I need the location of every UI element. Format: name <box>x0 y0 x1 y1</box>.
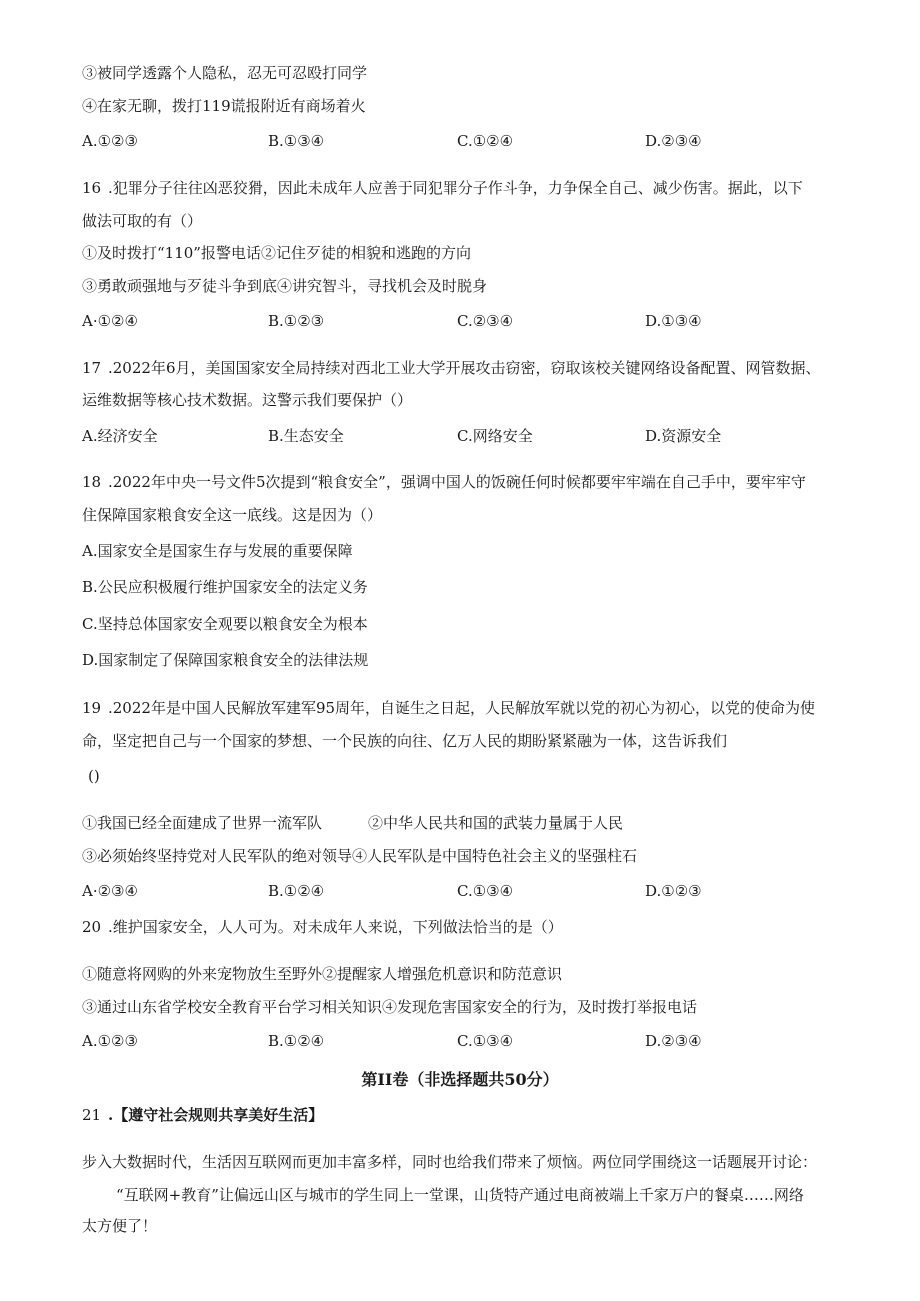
q17-option-d: D.资源安全 <box>645 427 722 445</box>
q16-option-d: D.①③④ <box>645 312 702 330</box>
q20-option-c: C.①③④ <box>457 1032 514 1050</box>
q17-option-b: B.生态安全 <box>268 427 344 445</box>
q20-option-d: D.②③④ <box>645 1032 702 1050</box>
q19-item-line-2: ③必须始终坚持党对人民军队的绝对领导④人民军队是中国特色社会主义的坚强柱石 <box>82 847 638 865</box>
q15-option-c: C.①②④ <box>457 132 514 150</box>
q16-option-c: C.②③④ <box>457 312 514 330</box>
q21-paragraph-2-line-2: 太方便了！ <box>82 1217 158 1235</box>
q16-number: 16 <box>82 179 102 197</box>
q18-number: 18 <box>82 473 102 491</box>
q19-option-c: C.①③④ <box>457 882 514 900</box>
q17-stem-line-2: 运维数据等核心技术数据。这警示我们要保护（） <box>82 391 413 409</box>
q18-stem-line-1 <box>82 472 806 492</box>
q17-stem-text: .2022年6月，美国国家安全局持续对西北工业大学开展攻击窃密，窃取该校关键网络设备配置、网管数据、 <box>108 359 821 377</box>
q17-number: 17 <box>82 359 102 377</box>
q19-stem-line-2: 命，坚定把自己与一个国家的梦想、一个民族的向往、亿万人民的期盼紧紧融为一体，这告诉我们 <box>82 732 728 750</box>
q17-option-a: A.经济安全 <box>82 427 158 445</box>
q16-item-line-2: ③勇敢顽强地与歹徒斗争到底④讲究智斗，寻找机会及时脱身 <box>82 277 488 295</box>
section-ii-title <box>0 1069 920 1091</box>
q15-item-4: ④在家无聊，拨打119谎报附近有商场着火 <box>82 97 366 115</box>
q16-option-a: A·①②④ <box>82 312 138 330</box>
q18-option-c: C.坚持总体国家安全观要以粮食安全为根本 <box>82 615 368 633</box>
q21-paragraph-2-line-1: “互联网+教育”让偏远山区与城市的学生同上一堂课，山货特产通过电商被端上千家万户的餐桌……网络 <box>116 1186 804 1204</box>
q19-stem-line-1 <box>82 698 815 718</box>
q18-stem-line-2: 住保障国家粮食安全这一底线。这是因为（） <box>82 506 383 524</box>
q19-option-a: A·②③④ <box>82 882 138 900</box>
q20-item-line-2: ③通过山东省学校安全教育平台学习相关知识④发现危害国家安全的行为，及时拨打举报电话 <box>82 998 698 1016</box>
q19-stem-paren: () <box>88 767 100 785</box>
q20-option-b: B.①②④ <box>268 1032 325 1050</box>
q16-stem-line-2: 做法可取的有（） <box>82 212 203 230</box>
q19-option-b: B.①②④ <box>268 882 325 900</box>
q21-paragraph-1: 步入大数据时代，生活因互联网而更加丰富多样，同时也给我们带来了烦恼。两位同学围绕这一话题展开讨论： <box>82 1153 818 1171</box>
q15-item-3: ③被同学透露个人隐私，忍无可忍殴打同学 <box>82 64 368 82</box>
q18-stem-text: .2022年中央一号文件5次提到“粮食安全”，强调中国人的饭碗任何时候都要牢牢端在自己手中，要牢牢守 <box>108 473 806 491</box>
q21-heading: .【遵守社会规则共享美好生活】 <box>108 1106 324 1124</box>
q16-option-b: B.①②③ <box>268 312 325 330</box>
q19-item-1: ①我国已经全面建成了世界一流军队 <box>82 814 323 832</box>
q20-stem-line-1 <box>82 917 563 937</box>
q18-option-b: B.公民应积极履行维护国家安全的法定义务 <box>82 578 368 596</box>
q15-option-a: A.①②③ <box>82 132 138 150</box>
q18-option-a: A.国家安全是国家生存与发展的重要保障 <box>82 542 353 560</box>
q21-heading-line <box>82 1105 323 1125</box>
q19-item-2: ②中华人民共和国的武装力量属于人民 <box>368 814 624 832</box>
q15-option-d: D.②③④ <box>645 132 702 150</box>
q20-stem-text: .维护国家安全，人人可为。对未成年人来说，下列做法恰当的是（） <box>108 918 563 936</box>
q20-item-line-1: ①随意将网购的外来宠物放生至野外②提醒家人增强危机意识和防范意识 <box>82 965 563 983</box>
q17-stem-line-1 <box>82 358 821 378</box>
q20-number: 20 <box>82 918 102 936</box>
q18-option-d: D.国家制定了保障国家粮食安全的法律法规 <box>82 651 369 669</box>
q16-stem-line-1 <box>82 178 803 198</box>
q21-number: 21 <box>82 1106 102 1124</box>
q19-number: 19 <box>82 699 102 717</box>
q17-option-c: C.网络安全 <box>457 427 533 445</box>
q15-option-b: B.①③④ <box>268 132 325 150</box>
q19-option-d: D.①②③ <box>645 882 702 900</box>
section-ii-title-text: 第II卷（非选择题共50分） <box>361 1070 559 1089</box>
q16-stem-text: .犯罪分子往往凶恶狡猾，因此未成年人应善于同犯罪分子作斗争，力争保全自己、减少伤害。据此，以下 <box>108 179 803 197</box>
q19-stem-text: .2022年是中国人民解放军建军95周年，自诞生之日起，人民解放军就以党的初心为初心，以党的使命为使 <box>108 699 816 717</box>
q20-option-a: A.①②③ <box>82 1032 138 1050</box>
q16-item-line-1: ①及时拨打“110”报警电话②记住歹徒的相貌和逃跑的方向 <box>82 244 471 262</box>
